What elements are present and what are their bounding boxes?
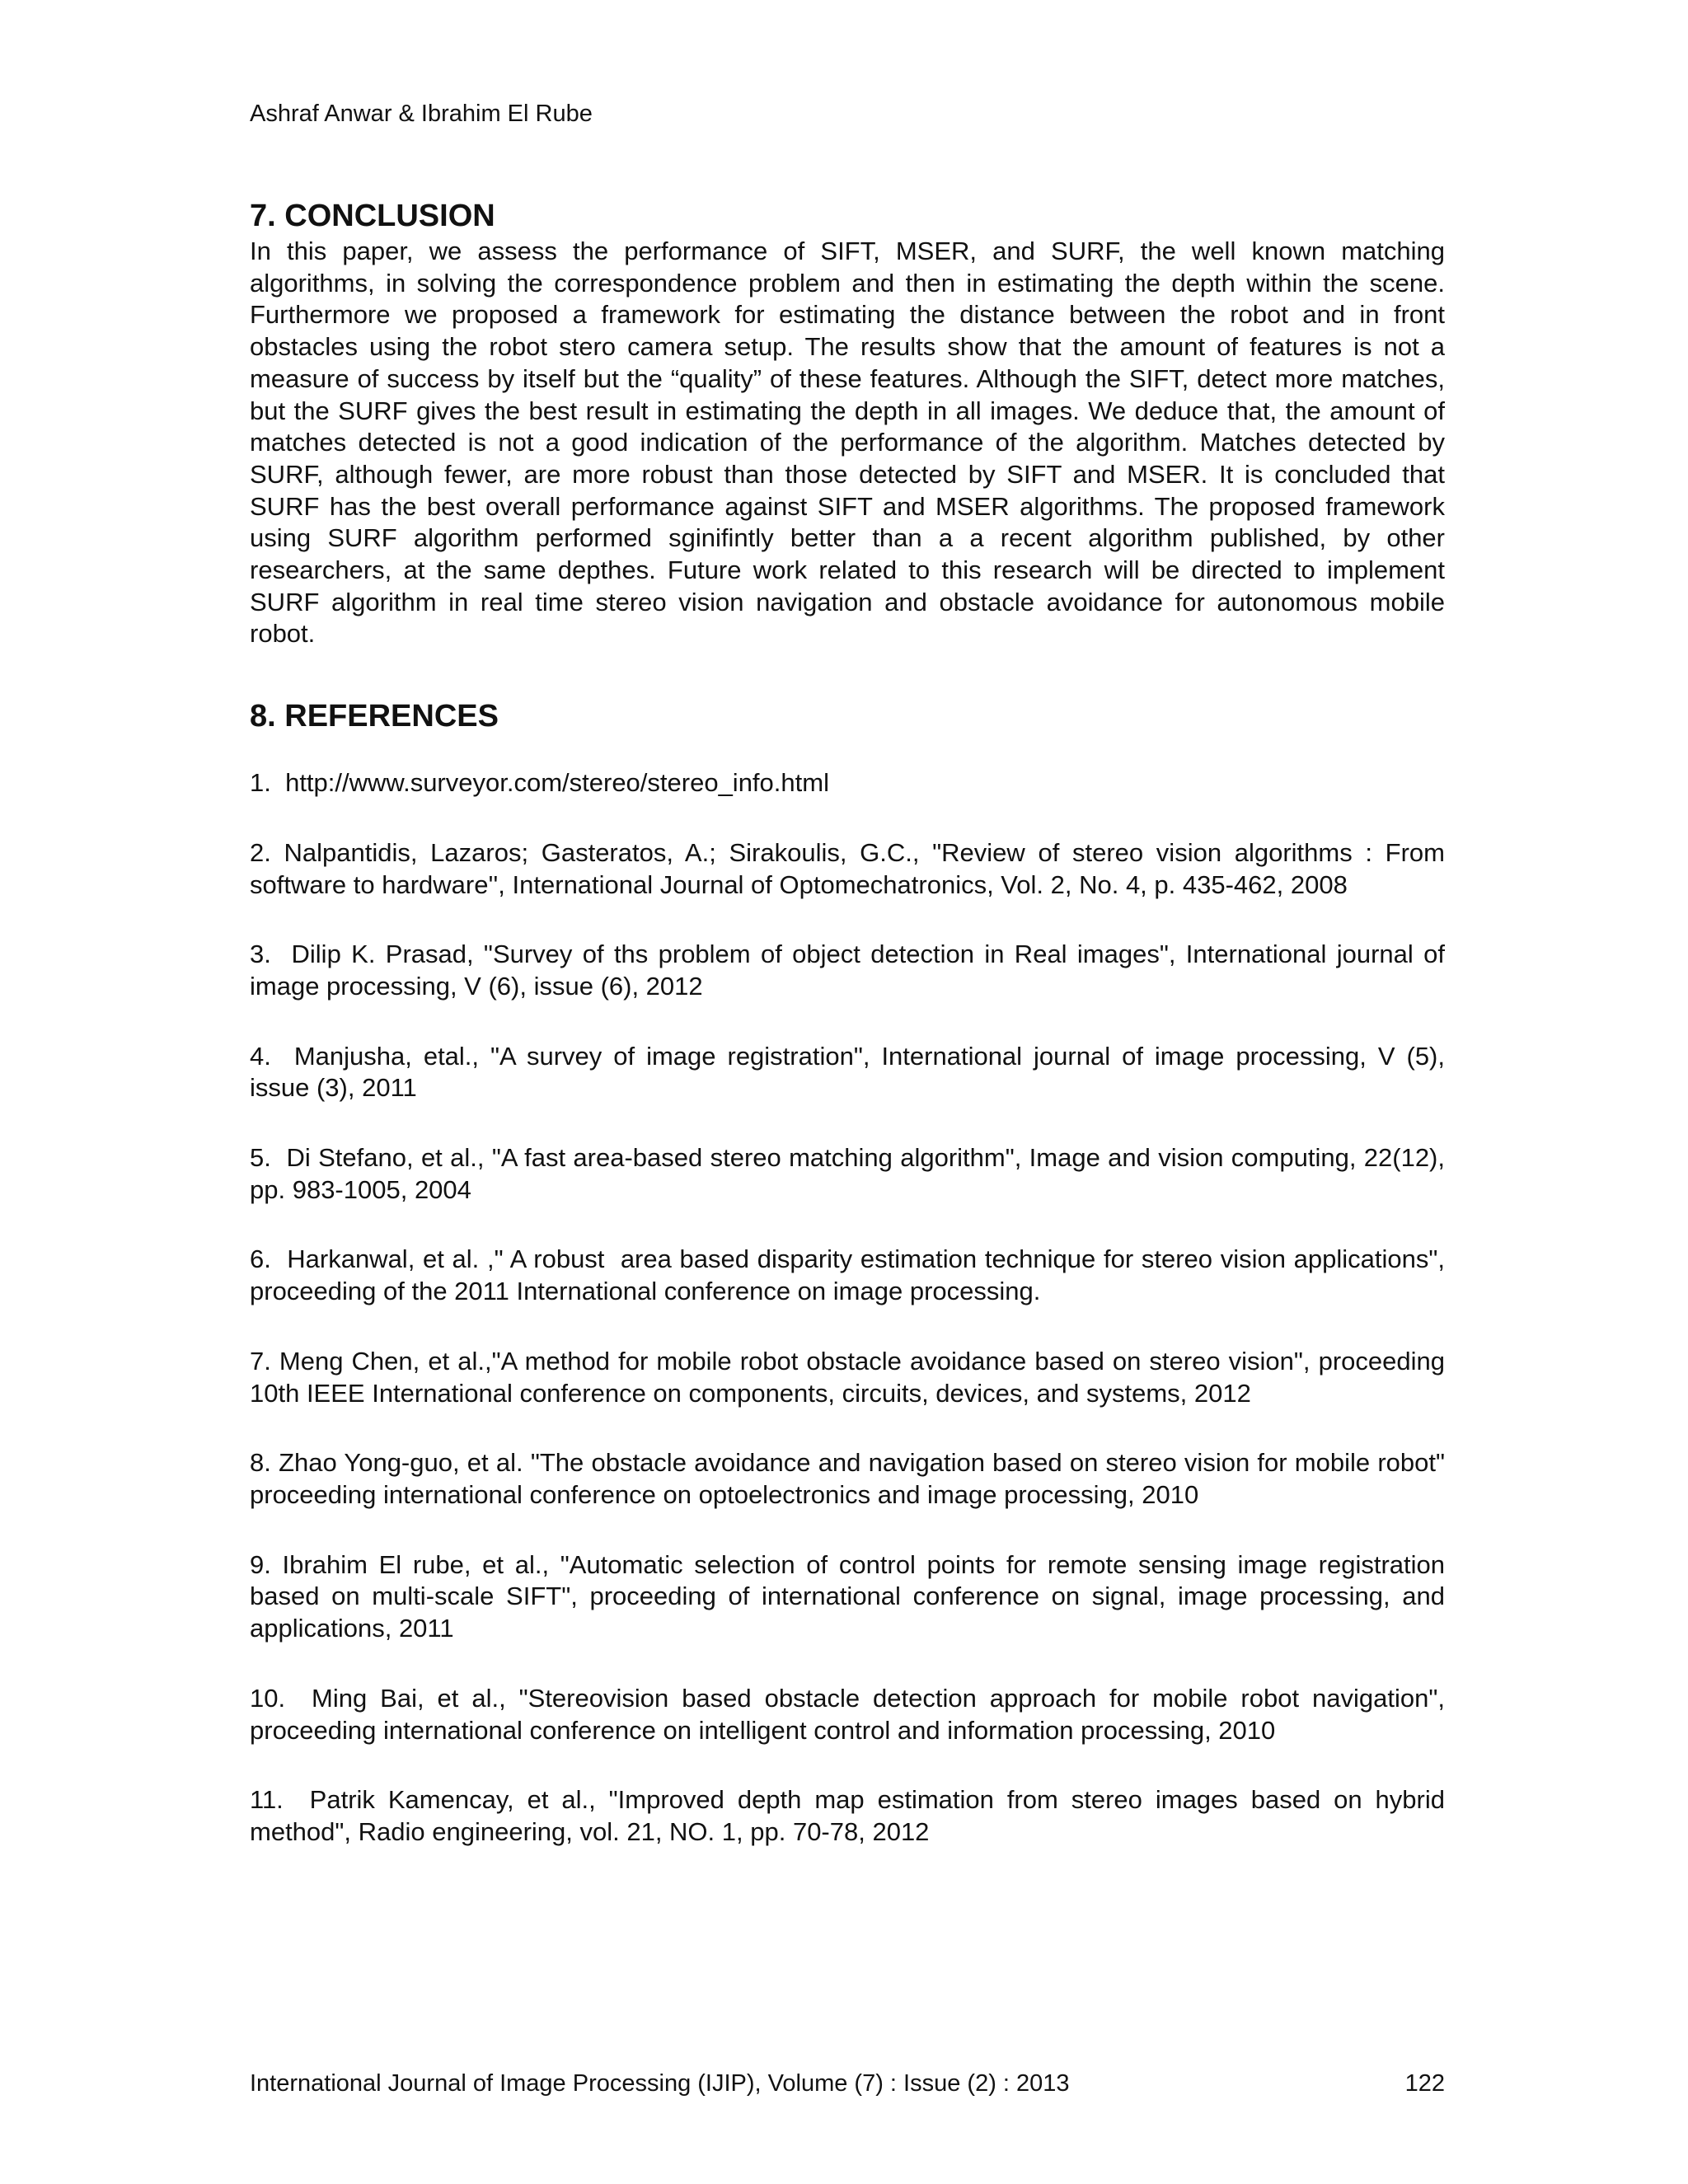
reference-item: 6. Harkanwal, et al. ," A robust area based disparity estimation technique for stereo vision applications", proceeding of the 2011 International conference on image processing.: [250, 1244, 1452, 1306]
running-header: Ashraf Anwar & Ibrahim El Rube: [250, 101, 593, 127]
page-content: [250, 196, 1452, 1886]
reference-item: 3. Dilip K. Prasad, "Survey of ths problem of object detection in Real images", International journal of image processing, V (6), issue (6), 2012: [250, 940, 1452, 1001]
running-footer: [250, 2069, 1445, 2098]
conclusion-section: [250, 196, 1445, 650]
conclusion-paragraph: In this paper, we assess the performance of SIFT, MSER, and SURF, the well known matching algorithms, in solving the correspondence problem and then in estimating the depth within the scene. Furthermore we proposed a framework for estimating the distance between the robot and in front obstacles using the robot stero camera setup. The results show that the amount of features is not a measure of success by itself but the “quality” of these features. Although the SIFT, detect more matches, but the SURF gives the best result in estimating the depth in all images. We deduce that, the amount of matches detected is not a good indication of the performance of the algorithm. Matches detected by SURF, although fewer, are more robust than those detected by SIFT and MSER. It is concluded that SURF has the best overall performance against SIFT and MSER algorithms. The proposed framework using SURF algorithm performed sginifintly better than a a recent algorithm published, by other researchers, at the same depthes. Future work related to this research will be directed to implement SURF algorithm in real time stereo vision navigation and obstacle avoidance for autonomous mobile robot.: [250, 237, 1445, 649]
journal-citation: International Journal of Image Processing (IJIP), Volume (7) : Issue (2) : 2013: [250, 2070, 1070, 2097]
references-section: [250, 696, 1452, 1848]
reference-item: 9. Ibrahim El rube, et al., "Automatic selection of control points for remote sensing image registration based on multi-scale SIFT", proceeding of international conference on signal, image processing, and applications, 2011: [250, 1549, 1452, 1643]
reference-item: 2. Nalpantidis, Lazaros; Gasteratos, A.; Sirakoulis, G.C., "Review of stereo vision algorithms : From software to hardware'', International Journal of Optomechatronics, Vol. 2, No. 4, p. 435-462, 2008: [250, 837, 1452, 899]
reference-item: 8. Zhao Yong-guo, et al. "The obstacle avoidance and navigation based on stereo vision for mobile robot" proceeding international conference on optoelectronics and image processing, 2010: [250, 1448, 1452, 1509]
reference-item: 1. http://www.surveyor.com/stereo/stereo_info.html: [250, 768, 829, 798]
reference-item: 5. Di Stefano, et al., "A fast area-based stereo matching algorithm", Image and vision computing, 22(12), pp. 983-1005, 2004: [250, 1143, 1452, 1204]
conclusion-heading: 7. CONCLUSION: [250, 199, 495, 233]
reference-item: 10. Ming Bai, et al., "Stereovision based obstacle detection approach for mobile robot navigation", proceeding international conference on intelligent control and information processing, 2010: [250, 1683, 1452, 1745]
page-number: 122: [1404, 2070, 1445, 2097]
reference-item: 11. Patrik Kamencay, et al., "Improved depth map estimation from stereo images based on hybrid method", Radio engineering, vol. 21, NO. 1, pp. 70-78, 2012: [250, 1785, 1452, 1846]
references-heading: 8. REFERENCES: [250, 699, 499, 734]
reference-item: 4. Manjusha, etal., "A survey of image registration", International journal of image processing, V (5), issue (3), 2011: [250, 1041, 1452, 1103]
reference-item: 7. Meng Chen, et al.,"A method for mobile robot obstacle avoidance based on stereo vision", proceeding 10th IEEE International conference on components, circuits, devices, and systems, 2012: [250, 1346, 1452, 1408]
